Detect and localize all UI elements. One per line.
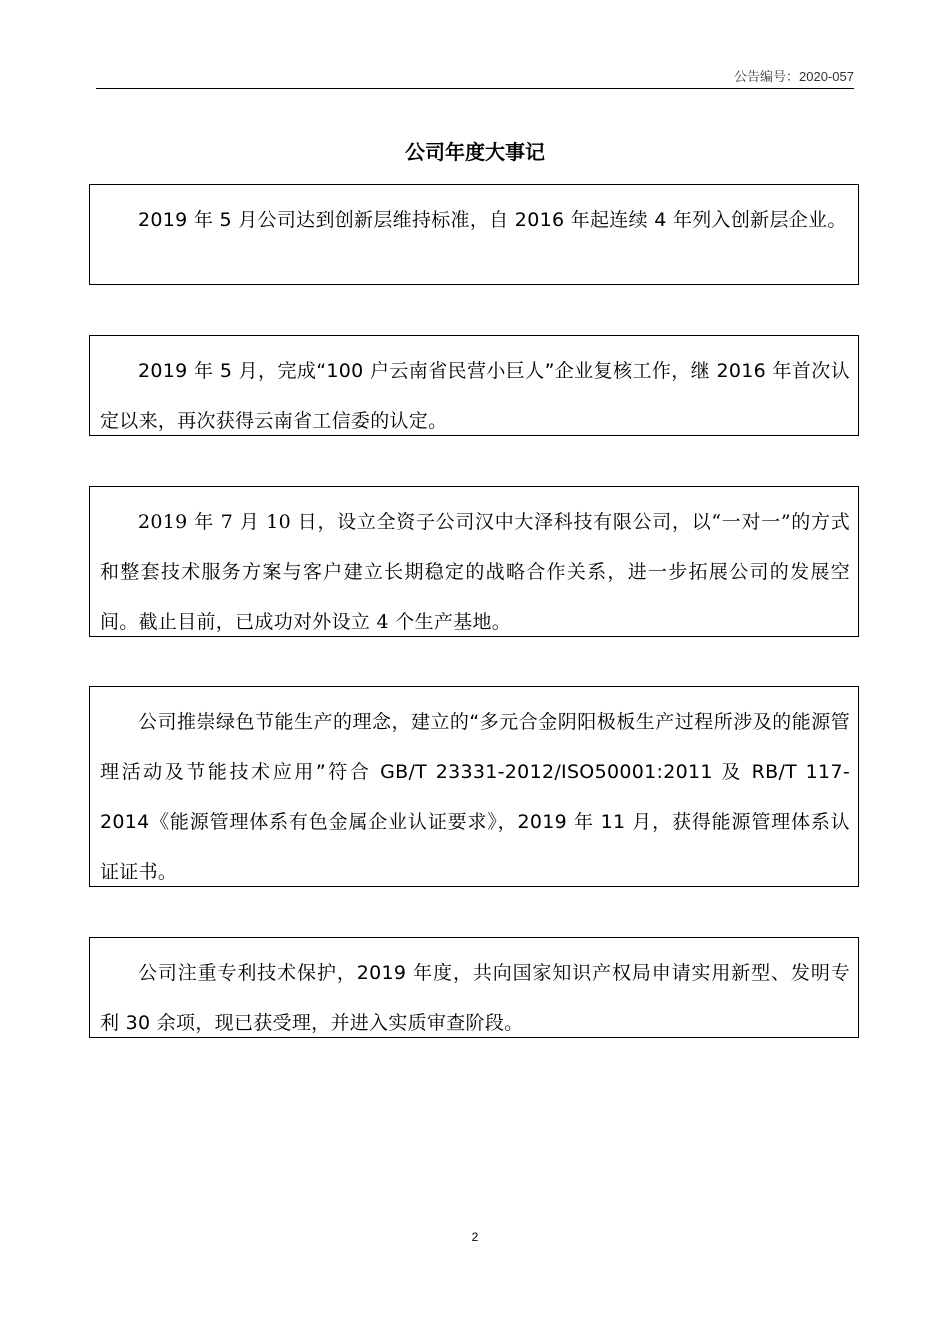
announcement-number: 公告编号：2020-057 (734, 69, 854, 84)
event-box-subsidiary (89, 486, 859, 637)
page-title: 公司年度大事记 (405, 140, 545, 164)
event-box-innovation-tier (89, 184, 859, 285)
event-box-energy-certification (89, 686, 859, 887)
event-text: 2019 年 5 月，完成“100 户云南省民营小巨人”企业复核工作，继 2016 年首次认定以来，再次获得云南省工信委的认定。 (100, 360, 850, 432)
event-text: 公司推崇绿色节能生产的理念，建立的“多元合金阴阳极板生产过程所涉及的能源管理活动及节能技术应用”符合 GB/T 23331-2012/ISO50001:2011 及 RB/T 117-2014《能源管理体系有色金属企业认证要求》，2019 年 11 月，获得能源管理体系认证证书。 (100, 711, 850, 883)
header-divider (96, 88, 854, 89)
event-text: 2019 年 5 月公司达到创新层维持标准，自 2016 年起连续 4 年列入创新层企业。 (138, 209, 847, 231)
page-number: 2 (471, 1230, 479, 1244)
event-text: 2019 年 7 月 10 日，设立全资子公司汉中大泽科技有限公司，以“一对一”的方式和整套技术服务方案与客户建立长期稳定的战略合作关系，进一步拓展公司的发展空间。截止目前，已成功对外设立 4 个生产基地。 (100, 511, 850, 633)
event-box-little-giant (89, 335, 859, 436)
event-box-patents (89, 937, 859, 1038)
event-text: 公司注重专利技术保护，2019 年度，共向国家知识产权局申请实用新型、发明专利 30 余项，现已获受理，并进入实质审查阶段。 (100, 962, 850, 1034)
